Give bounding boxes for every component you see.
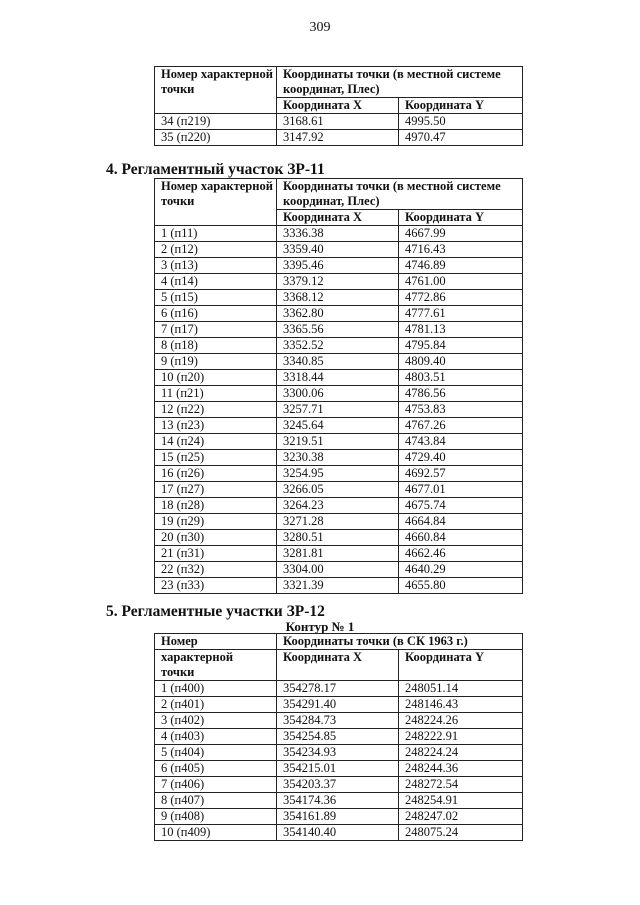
x-coordinate-cell: 3254.95 (277, 466, 399, 482)
point-number-cell: 2 (п12) (155, 242, 277, 258)
x-coordinate-cell: 354234.93 (277, 745, 399, 761)
x-coordinate-cell: 3368.12 (277, 290, 399, 306)
point-number-cell: 9 (п19) (155, 354, 277, 370)
x-coordinate-cell: 3230.38 (277, 450, 399, 466)
x-coordinate-cell: 3245.64 (277, 418, 399, 434)
y-coordinate-cell: 4786.56 (399, 386, 523, 402)
coordinates-group-header: Координаты точки (в местной системе координат, Плес) (277, 67, 523, 98)
table-row (155, 825, 523, 841)
table-row (155, 354, 523, 370)
point-number-cell: 23 (п33) (155, 578, 277, 594)
x-coordinate-cell: 3271.28 (277, 514, 399, 530)
x-coordinate-cell: 3321.39 (277, 578, 399, 594)
x-coordinate-cell: 3219.51 (277, 434, 399, 450)
table-row (155, 777, 523, 793)
point-number-cell: 8 (п407) (155, 793, 277, 809)
table-row (155, 745, 523, 761)
y-coordinate-cell: 4716.43 (399, 242, 523, 258)
point-number-cell: 19 (п29) (155, 514, 277, 530)
x-coordinate-cell: 3264.23 (277, 498, 399, 514)
x-coordinate-cell: 3280.51 (277, 530, 399, 546)
table-row (155, 338, 523, 354)
x-coordinate-cell: 3147.92 (277, 130, 399, 146)
table-row (155, 370, 523, 386)
point-number-cell: 34 (п219) (155, 114, 277, 130)
point-number-cell: 6 (п16) (155, 306, 277, 322)
y-coordinate-cell: 4743.84 (399, 434, 523, 450)
point-number-cell: 3 (п402) (155, 713, 277, 729)
x-coordinate-cell: 3168.61 (277, 114, 399, 130)
table-row (155, 498, 523, 514)
x-coordinate-cell: 3304.00 (277, 562, 399, 578)
x-coordinate-cell: 354254.85 (277, 729, 399, 745)
point-number-cell: 11 (п21) (155, 386, 277, 402)
point-number-cell: 18 (п28) (155, 498, 277, 514)
x-coordinate-cell: 3340.85 (277, 354, 399, 370)
y-coordinate-cell: 4970.47 (399, 130, 523, 146)
point-number-cell: 22 (п32) (155, 562, 277, 578)
y-coordinate-cell: 4995.50 (399, 114, 523, 130)
y-coordinate-cell: 248244.36 (399, 761, 523, 777)
coordinates-group-header: Координаты точки (в местной системе координат, Плес) (277, 179, 523, 210)
table-row (155, 130, 523, 146)
point-number-header-line: Номер (155, 634, 277, 650)
y-coordinate-cell: 248224.24 (399, 745, 523, 761)
y-column-header: Координата Y (399, 650, 523, 681)
table-row (155, 681, 523, 697)
x-coordinate-cell: 3379.12 (277, 274, 399, 290)
point-number-cell: 5 (п15) (155, 290, 277, 306)
y-coordinate-cell: 4781.13 (399, 322, 523, 338)
x-coordinate-cell: 3359.40 (277, 242, 399, 258)
table-row (155, 418, 523, 434)
y-coordinate-cell: 4795.84 (399, 338, 523, 354)
y-coordinate-cell: 4772.86 (399, 290, 523, 306)
x-column-header: Координата X (277, 650, 399, 681)
x-coordinate-cell: 3281.81 (277, 546, 399, 562)
coordinates-table-zr-11 (154, 178, 523, 594)
point-number-cell: 13 (п23) (155, 418, 277, 434)
table-row (155, 226, 523, 242)
point-number-cell: 10 (п409) (155, 825, 277, 841)
table-row (155, 530, 523, 546)
y-coordinate-cell: 4803.51 (399, 370, 523, 386)
contour-subheading: Контур № 1 (285, 619, 355, 634)
point-number-cell: 12 (п22) (155, 402, 277, 418)
point-number-cell: 16 (п26) (155, 466, 277, 482)
x-coordinate-cell: 3266.05 (277, 482, 399, 498)
y-coordinate-cell: 248075.24 (399, 825, 523, 841)
y-coordinate-cell: 248051.14 (399, 681, 523, 697)
table-row (155, 402, 523, 418)
point-number-cell: 1 (п400) (155, 681, 277, 697)
coordinates-group-header: Координаты точки (в СК 1963 г.) (277, 634, 523, 650)
table-row (155, 482, 523, 498)
x-coordinate-cell: 354215.01 (277, 761, 399, 777)
table-row (155, 242, 523, 258)
x-coordinate-cell: 354278.17 (277, 681, 399, 697)
table-row (155, 258, 523, 274)
y-coordinate-cell: 4662.46 (399, 546, 523, 562)
point-number-cell: 15 (п25) (155, 450, 277, 466)
x-coordinate-cell: 3352.52 (277, 338, 399, 354)
y-coordinate-cell: 4675.74 (399, 498, 523, 514)
x-coordinate-cell: 3395.46 (277, 258, 399, 274)
y-coordinate-cell: 4655.80 (399, 578, 523, 594)
table-row (155, 306, 523, 322)
x-coordinate-cell: 354203.37 (277, 777, 399, 793)
table-row (155, 466, 523, 482)
y-column-header: Координата Y (399, 210, 523, 226)
point-number-cell: 10 (п20) (155, 370, 277, 386)
y-coordinate-cell: 4640.29 (399, 562, 523, 578)
y-coordinate-cell: 248254.91 (399, 793, 523, 809)
point-number-cell: 14 (п24) (155, 434, 277, 450)
x-coordinate-cell: 3362.80 (277, 306, 399, 322)
x-coordinate-cell: 354291.40 (277, 697, 399, 713)
page-number: 309 (309, 20, 331, 35)
point-number-cell: 7 (п17) (155, 322, 277, 338)
table-row (155, 697, 523, 713)
point-number-cell: 2 (п401) (155, 697, 277, 713)
point-number-cell: 4 (п14) (155, 274, 277, 290)
y-coordinate-cell: 4667.99 (399, 226, 523, 242)
table-row (155, 761, 523, 777)
y-coordinate-cell: 4777.61 (399, 306, 523, 322)
table-row (155, 450, 523, 466)
x-coordinate-cell: 3257.71 (277, 402, 399, 418)
point-number-cell: 21 (п31) (155, 546, 277, 562)
y-coordinate-cell: 4746.89 (399, 258, 523, 274)
table-row (155, 322, 523, 338)
x-coordinate-cell: 354174.36 (277, 793, 399, 809)
y-coordinate-cell: 4809.40 (399, 354, 523, 370)
point-number-cell: 5 (п404) (155, 745, 277, 761)
x-column-header: Координата X (277, 210, 399, 226)
y-column-header: Координата Y (399, 98, 523, 114)
table-row (155, 809, 523, 825)
y-coordinate-cell: 4761.00 (399, 274, 523, 290)
table-row (155, 114, 523, 130)
point-number-cell: 6 (п405) (155, 761, 277, 777)
coordinates-table-zr-12 (154, 633, 523, 841)
point-number-cell: 17 (п27) (155, 482, 277, 498)
y-coordinate-cell: 248272.54 (399, 777, 523, 793)
x-coordinate-cell: 3318.44 (277, 370, 399, 386)
x-coordinate-cell: 3336.38 (277, 226, 399, 242)
table-row (155, 546, 523, 562)
table-row (155, 290, 523, 306)
x-coordinate-cell: 354284.73 (277, 713, 399, 729)
table-row (155, 274, 523, 290)
point-number-cell: 20 (п30) (155, 530, 277, 546)
point-number-cell: 3 (п13) (155, 258, 277, 274)
y-coordinate-cell: 248222.91 (399, 729, 523, 745)
y-coordinate-cell: 248146.43 (399, 697, 523, 713)
section-4-heading: 4. Регламентный участок ЗР-11 (106, 161, 325, 178)
point-number-cell: 8 (п18) (155, 338, 277, 354)
table-row (155, 514, 523, 530)
x-column-header: Координата X (277, 98, 399, 114)
section-5-heading: 5. Регламентные участки ЗР-12 (106, 603, 325, 620)
x-coordinate-cell: 354161.89 (277, 809, 399, 825)
y-coordinate-cell: 4660.84 (399, 530, 523, 546)
point-number-cell: 7 (п406) (155, 777, 277, 793)
y-coordinate-cell: 4753.83 (399, 402, 523, 418)
table-row (155, 793, 523, 809)
coordinates-table-continued (154, 66, 523, 146)
point-number-header: Номер характерной точки (155, 67, 277, 114)
y-coordinate-cell: 4677.01 (399, 482, 523, 498)
point-number-cell: 35 (п220) (155, 130, 277, 146)
table-row (155, 713, 523, 729)
x-coordinate-cell: 3300.06 (277, 386, 399, 402)
point-number-cell: 9 (п408) (155, 809, 277, 825)
point-number-header: характерной точки (155, 650, 277, 681)
y-coordinate-cell: 248247.02 (399, 809, 523, 825)
x-coordinate-cell: 354140.40 (277, 825, 399, 841)
point-number-cell: 4 (п403) (155, 729, 277, 745)
table-row (155, 434, 523, 450)
y-coordinate-cell: 4767.26 (399, 418, 523, 434)
y-coordinate-cell: 4692.57 (399, 466, 523, 482)
y-coordinate-cell: 248224.26 (399, 713, 523, 729)
table-row (155, 386, 523, 402)
point-number-header: Номер характерной точки (155, 179, 277, 226)
table-row (155, 729, 523, 745)
y-coordinate-cell: 4664.84 (399, 514, 523, 530)
x-coordinate-cell: 3365.56 (277, 322, 399, 338)
y-coordinate-cell: 4729.40 (399, 450, 523, 466)
table-row (155, 562, 523, 578)
table-row (155, 578, 523, 594)
point-number-cell: 1 (п11) (155, 226, 277, 242)
